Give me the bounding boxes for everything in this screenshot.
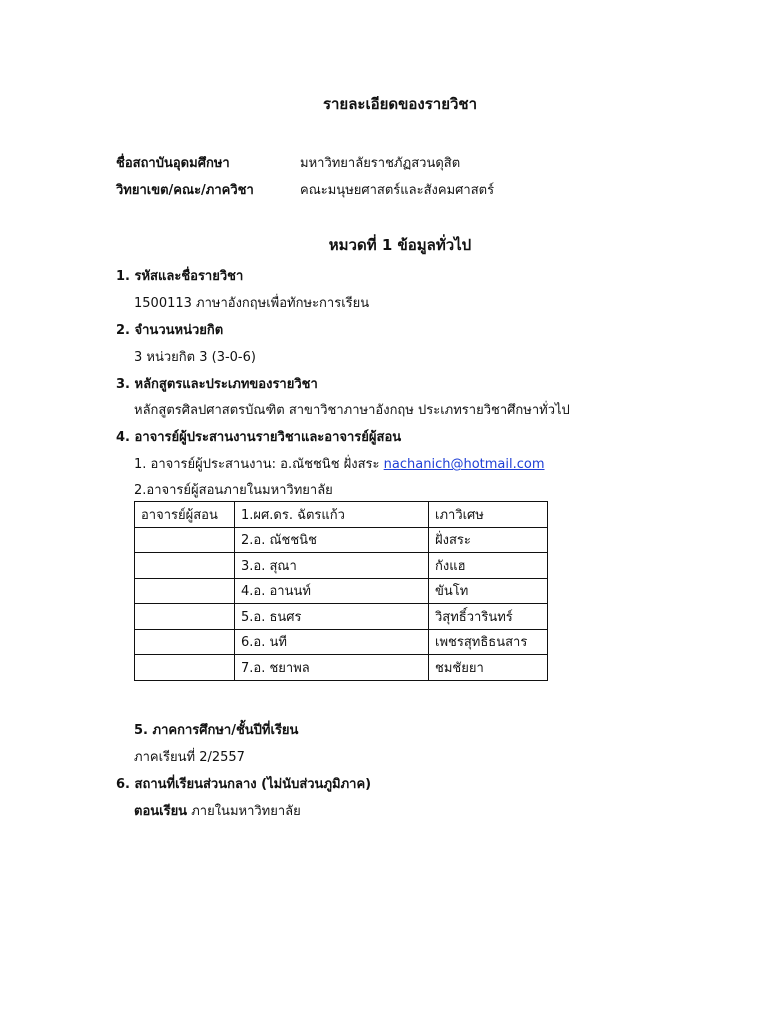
empty-cell	[135, 527, 235, 553]
table-row	[135, 502, 548, 528]
table-row	[135, 527, 548, 553]
item-code-heading: 1. รหัสและชื่อรายวิชา	[116, 269, 244, 284]
document-title: รายละเอียดของรายวิชา	[322, 95, 478, 113]
teacher-name-cell: 2.อ. ณัชชนิช	[235, 527, 429, 553]
table-row	[135, 655, 548, 681]
empty-cell	[135, 578, 235, 604]
teacher-surname-cell: ชมชัยยา	[429, 655, 548, 681]
location-label: ตอนเรียน	[134, 804, 188, 819]
coordinator-line	[134, 453, 545, 474]
empty-cell	[135, 655, 235, 681]
institution-label: ชื่อสถาบันอุดมศึกษา	[116, 156, 230, 171]
coordinator-email-link[interactable]: nachanich@hotmail.com	[383, 457, 545, 472]
empty-cell	[135, 629, 235, 655]
teacher-name-cell: 7.อ. ชยาพล	[235, 655, 429, 681]
table-row	[135, 604, 548, 630]
teacher-surname-cell: ฝั่งสระ	[429, 527, 548, 553]
teacher-surname-cell: วิสุทธิ์วารินทร์	[429, 604, 548, 630]
row-header-cell: อาจารย์ผู้สอน	[135, 502, 235, 528]
teacher-surname-cell: กังแฮ	[429, 553, 548, 579]
table-row	[135, 553, 548, 579]
location-text: ภายในมหาวิทยาลัย	[191, 804, 301, 819]
institution-value: มหาวิทยาลัยราชภัฏสวนดุสิต	[300, 156, 461, 171]
item-semester-text: ภาคเรียนที่ 2/2557	[134, 750, 245, 765]
empty-cell	[135, 604, 235, 630]
teacher-name-cell: 6.อ. นที	[235, 629, 429, 655]
teacher-surname-cell: ขันโท	[429, 578, 548, 604]
item-semester-heading: 5. ภาคการศึกษา/ชั้นปีที่เรียน	[134, 723, 299, 738]
teacher-surname-cell: เภาวิเศษ	[429, 502, 548, 528]
item-credits-heading: 2. จำนวนหน่วยกิต	[116, 323, 224, 338]
internal-instructors-label: 2.อาจารย์ผู้สอนภายในมหาวิทยาลัย	[134, 483, 333, 498]
faculty-label: วิทยาเขต/คณะ/ภาควิชา	[116, 183, 254, 198]
empty-cell	[135, 553, 235, 579]
teacher-surname-cell: เพชรสุทธิธนสาร	[429, 629, 548, 655]
teachers-table	[134, 501, 548, 681]
item-code-text: 1500113 ภาษาอังกฤษเพื่อทักษะการเรียน	[134, 296, 370, 311]
item-location-line	[134, 800, 301, 821]
item-curriculum-text: หลักสูตรศิลปศาสตรบัณฑิต สาขาวิชาภาษาอังกฤษ ประเภทรายวิชาศึกษาทั่วไป	[134, 403, 570, 418]
table-row	[135, 578, 548, 604]
faculty-value: คณะมนุษยศาสตร์และสังคมศาสตร์	[300, 183, 495, 198]
teacher-name-cell: 5.อ. ธนศร	[235, 604, 429, 630]
teacher-name-cell: 1.ผศ.ดร. ฉัตรแก้ว	[235, 502, 429, 528]
item-curriculum-heading: 3. หลักสูตรและประเภทของรายวิชา	[116, 377, 318, 392]
table-row	[135, 629, 548, 655]
teacher-name-cell: 4.อ. อานนท์	[235, 578, 429, 604]
teacher-name-cell: 3.อ. สุณา	[235, 553, 429, 579]
section-title: หมวดที่ 1 ข้อมูลทั่วไป	[328, 236, 472, 254]
item-instructors-heading: 4. อาจารย์ผู้ประสานงานรายวิชาและอาจารย์ผู้สอน	[116, 430, 402, 445]
item-location-heading: 6. สถานที่เรียนส่วนกลาง (ไม่นับส่วนภูมิภาค)	[116, 777, 372, 792]
coordinator-text: 1. อาจารย์ผู้ประสานงาน: อ.ณัชชนิช ฝั่งสระ	[134, 457, 380, 472]
item-credits-text: 3 หน่วยกิต 3 (3-0-6)	[134, 350, 256, 365]
